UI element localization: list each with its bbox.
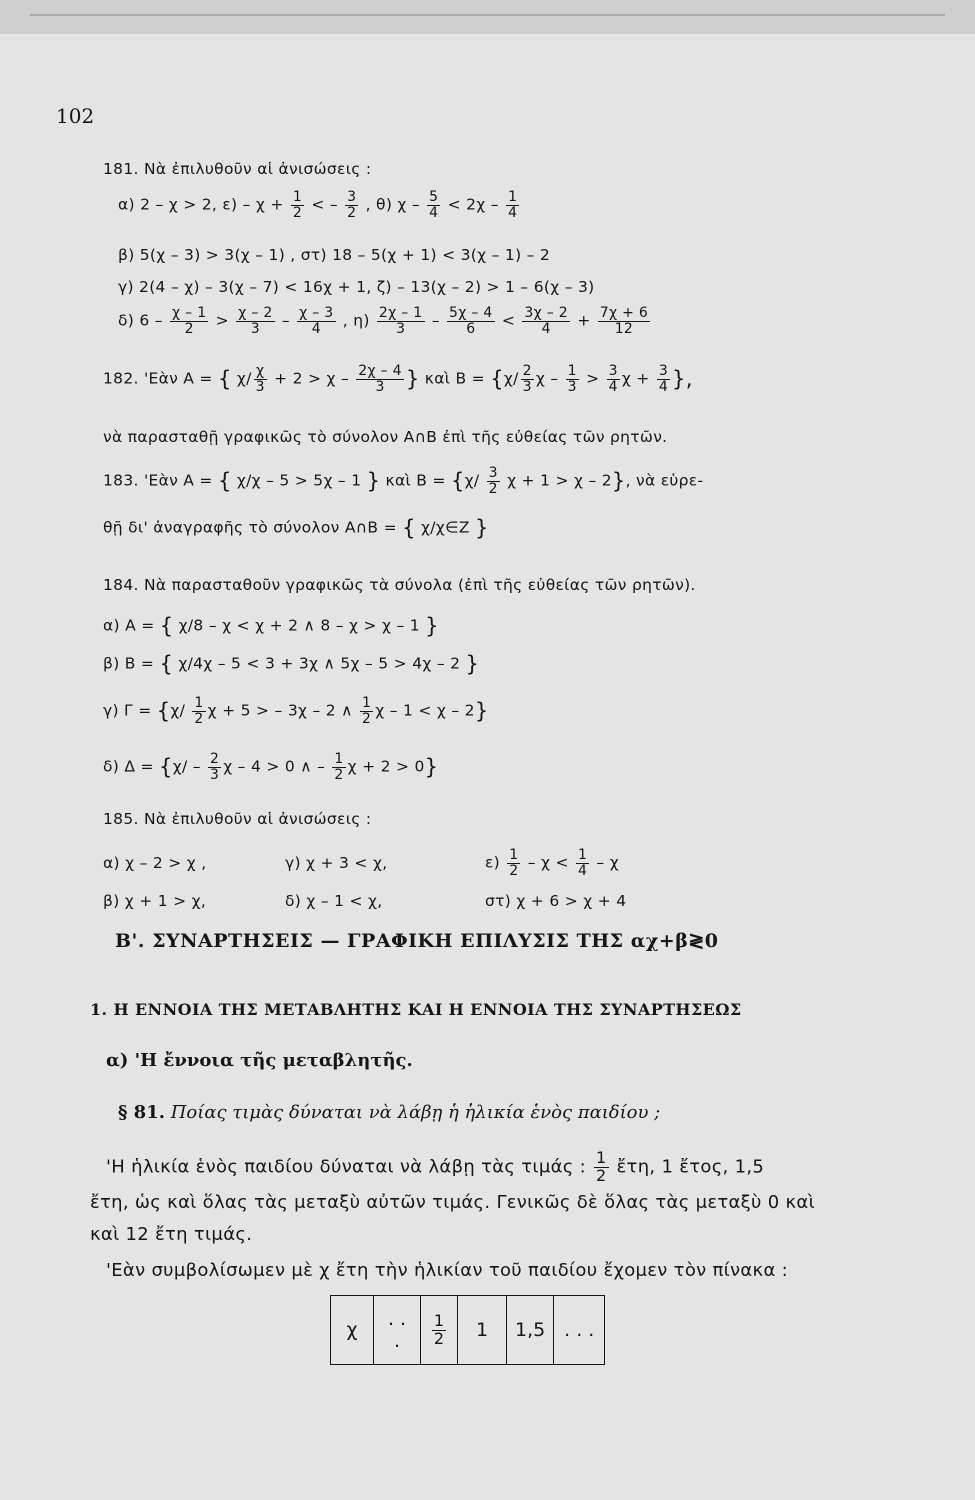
num: χ – 1	[172, 305, 207, 321]
num: 5	[429, 189, 439, 205]
num: χ – 2	[238, 305, 273, 321]
text: ἔτη, 1 ἔτος, 1,5	[610, 1156, 765, 1178]
brace: }	[474, 516, 489, 540]
text: β) B =	[103, 654, 160, 673]
den: 4	[429, 204, 439, 221]
num: 7χ + 6	[599, 305, 649, 321]
ex184-a	[103, 614, 439, 638]
fraction	[377, 306, 425, 336]
table-row	[331, 1296, 605, 1365]
paragraph-81-heading	[118, 1102, 660, 1123]
text: δ) Δ =	[103, 757, 160, 776]
den: 2	[433, 1328, 445, 1348]
text: χ/ –	[172, 757, 206, 776]
den: 2	[488, 480, 498, 497]
text: χ – 4 > 0 ∧ –	[223, 757, 331, 776]
scan-top-strip	[0, 0, 975, 34]
fraction	[170, 306, 208, 336]
set: χ/χ∈Z	[421, 518, 470, 537]
num: 2	[209, 751, 220, 767]
den: 4	[541, 320, 551, 337]
den: 2	[334, 766, 344, 783]
table-cell: 1,5	[507, 1296, 554, 1365]
fraction	[208, 752, 221, 782]
num: 1	[433, 1310, 445, 1330]
den: 2	[347, 204, 357, 221]
fraction	[432, 1310, 446, 1348]
fraction	[360, 696, 373, 726]
num: 3	[608, 363, 618, 379]
text: >	[210, 311, 235, 330]
num: 1	[509, 847, 519, 863]
fraction	[297, 306, 335, 336]
text: χ + 2 > 0	[347, 757, 425, 776]
text: χ + 1 > χ – 2	[501, 471, 612, 490]
num: 3χ – 2	[524, 305, 568, 321]
text: <	[496, 311, 521, 330]
den: 12	[614, 320, 634, 337]
text: γ) Γ =	[103, 701, 157, 720]
page-number: 102	[56, 104, 95, 128]
den: 3	[255, 378, 265, 395]
table-cell	[421, 1296, 458, 1365]
subsection-heading: α) 'Η ἔννοια τῆς μεταβλητῆς.	[106, 1050, 413, 1071]
text: – χ <	[522, 853, 574, 872]
ex181-title: 181. Νὰ ἐπιλυθοῦν αἱ ἀνισώσεις :	[103, 160, 372, 178]
age-table	[330, 1295, 605, 1365]
item-st: στ) χ + 6 > χ + 4	[485, 892, 627, 910]
brace: }	[424, 755, 439, 780]
fraction	[506, 190, 519, 220]
body-line-3: καὶ 12 ἔτη τιμάς.	[90, 1224, 253, 1245]
text: +	[572, 311, 596, 330]
ex182-line2: νὰ παρασταθῇ γραφικῶς τὸ σύνολον A∩B ἐπὶ τῆς εὐθείας τῶν ρητῶν.	[103, 428, 668, 446]
ex185-row1	[103, 848, 619, 878]
brace: }	[366, 469, 381, 494]
brace: {	[159, 614, 174, 638]
text: καὶ B =	[380, 471, 451, 490]
text: καὶ B =	[419, 369, 491, 388]
fraction	[576, 848, 589, 878]
brace: {	[490, 367, 504, 392]
text: , νὰ εὑρε-	[625, 471, 704, 490]
den: 3	[250, 320, 260, 337]
ex184-title: 184. Νὰ παρασταθοῦν γραφικῶς τὰ σύνολα (ἐπὶ τῆς εὐθείας τῶν ρητῶν).	[103, 576, 696, 594]
num: 3	[488, 465, 498, 481]
fraction	[598, 306, 650, 336]
table-cell: χ	[331, 1296, 374, 1365]
setA: χ/χ – 5 > 5χ – 1	[236, 471, 362, 490]
ex184-c	[103, 696, 488, 726]
body-line-4: 'Εὰν συμβολίσωμεν μὲ χ ἔτη τὴν ἡλικίαν τοῦ παιδίου ἔχομεν τὸν πίνακα :	[106, 1260, 789, 1281]
num: 1	[334, 751, 344, 767]
den: 4	[608, 378, 618, 395]
text: χ – 1 < χ – 2	[375, 701, 475, 720]
den: 6	[466, 320, 476, 337]
fraction	[594, 1150, 608, 1185]
num: χ – 3	[299, 305, 334, 321]
fraction	[356, 364, 404, 394]
text: – χ	[591, 853, 619, 872]
text: δ) 6 –	[118, 311, 169, 330]
ex185-title: 185. Νὰ ἐπιλυθοῦν αἱ ἀνισώσεις :	[103, 810, 372, 828]
brace: {	[159, 652, 174, 676]
num: 1	[508, 189, 518, 205]
num: 1	[292, 189, 303, 205]
num: 1	[577, 847, 588, 863]
text: α) A =	[103, 616, 160, 635]
brace: }	[465, 652, 480, 676]
set: χ/8 – χ < χ + 2 ∧ 8 – χ > χ – 1	[178, 616, 420, 635]
text: χ/	[236, 369, 252, 388]
ex182-line1	[103, 364, 693, 394]
text: 'Η ἡλικία ἑνὸς παιδίου δύναται νὰ λάβῃ τὰς τιμάς :	[106, 1156, 593, 1178]
den: 4	[658, 378, 669, 395]
num: 1	[194, 695, 204, 711]
text: χ/	[464, 471, 485, 490]
fraction	[236, 306, 274, 336]
body-line-2: ἔτη, ὡς καὶ ὅλας τὰς μεταξὺ αὐτῶν τιμάς. Γενικῶς δὲ ὅλας τὰς μεταξὺ 0 καὶ	[90, 1192, 815, 1213]
num: 3	[347, 189, 357, 205]
fraction	[345, 190, 358, 220]
den: 2	[596, 1165, 607, 1185]
brace: }	[405, 367, 420, 392]
section-heading: 1. Η ΕΝΝΟΙΑ ΤΗΣ ΜΕΤΑΒΛΗΤΗΣ ΚΑΙ Η ΕΝΝΟΙΑ ΤΗΣ ΣΥΝΑΡΤΗΣΕΩΣ	[90, 1000, 742, 1019]
den: 2	[194, 710, 204, 727]
text: 182. 'Εὰν A =	[103, 369, 218, 388]
brace: }	[425, 614, 439, 638]
ex181-row-c: γ) 2(4 – χ) – 3(χ – 7) < 16χ + 1, ζ) – 13(χ – 2) > 1 – 6(χ – 3)	[118, 278, 595, 296]
brace: }	[474, 699, 489, 724]
num: 2χ – 1	[378, 305, 423, 321]
text: 183. 'Εὰν A =	[103, 471, 218, 490]
scan-top-line	[30, 14, 945, 16]
ex181-row-b: β) 5(χ – 3) > 3(χ – 1) , στ) 18 – 5(χ + 1) < 3(χ – 1) – 2	[118, 246, 551, 264]
item-c: γ) χ + 3 < χ,	[285, 853, 388, 872]
ex183-line2	[103, 516, 489, 540]
item-b: β) χ + 1 > χ,	[103, 892, 207, 910]
text: χ +	[621, 369, 655, 388]
fraction	[332, 752, 345, 782]
text: + 2 > χ –	[268, 369, 355, 388]
text: >	[580, 369, 605, 388]
den: 3	[567, 378, 577, 395]
fraction	[291, 190, 304, 220]
fraction	[566, 364, 579, 394]
text: < 2χ –	[442, 195, 505, 214]
fraction	[657, 364, 670, 394]
fraction	[447, 306, 495, 336]
text: α) 2 – χ > 2, ε) – χ +	[118, 195, 289, 214]
num: 1	[567, 363, 577, 379]
brace: {	[156, 699, 171, 724]
text: –	[276, 311, 296, 330]
text: χ/	[170, 701, 191, 720]
table-cell: . . .	[554, 1296, 605, 1365]
fraction	[254, 364, 267, 394]
text: χ/	[503, 369, 519, 388]
brace: {	[402, 516, 416, 540]
brace: {	[217, 469, 232, 494]
num: 2χ – 4	[358, 363, 402, 379]
ex181-row-d	[118, 306, 652, 336]
fraction	[507, 848, 520, 878]
den: 4	[577, 862, 588, 879]
num: 5χ – 4	[449, 305, 493, 321]
den: 3	[209, 766, 220, 783]
den: 2	[362, 710, 372, 727]
chapter-heading: Β'. ΣΥΝΑΡΤΗΣΕΙΣ — ΓΡΑΦΙΚΗ ΕΠΙΛΥΣΙΣ ΤΗΣ αχ+β≷0	[115, 930, 719, 952]
fraction	[607, 364, 620, 394]
den: 2	[184, 320, 194, 337]
text: χ –	[535, 369, 564, 388]
ex184-d	[103, 752, 438, 782]
brace: {	[450, 469, 465, 494]
fraction	[487, 466, 500, 496]
section-title: Ποίας τιμὰς δύναται νὰ λάβῃ ἡ ἡλικία ἑνὸς παιδίου ;	[165, 1102, 661, 1123]
section-number: § 81.	[118, 1102, 165, 1123]
ex181-row-a	[118, 190, 521, 220]
brace: },	[672, 367, 693, 392]
item-d: δ) χ – 1 < χ,	[285, 892, 383, 910]
text: , θ) χ –	[360, 195, 426, 214]
text: θῇ δι' ἀναγραφῆς τὸ σύνολον A∩B =	[103, 518, 403, 537]
num: 1	[362, 695, 372, 711]
den: 2	[509, 862, 519, 879]
fraction	[521, 364, 534, 394]
num: 3	[658, 363, 669, 379]
text: ε)	[485, 853, 506, 872]
body-line-1	[106, 1150, 764, 1185]
den: 3	[396, 320, 406, 337]
den: 3	[375, 378, 385, 395]
set: χ/4χ – 5 < 3 + 3χ ∧ 5χ – 5 > 4χ – 2	[178, 654, 461, 673]
text: < –	[306, 195, 344, 214]
ex185-row2	[103, 892, 626, 910]
brace: {	[217, 367, 232, 392]
text: , η)	[337, 311, 375, 330]
num: 2	[522, 363, 532, 379]
text: χ + 5 > – 3χ – 2 ∧	[207, 701, 358, 720]
table-cell: . . .	[374, 1296, 421, 1365]
num: χ	[254, 364, 267, 380]
ex184-b	[103, 652, 479, 676]
brace: {	[159, 755, 173, 780]
ex183-line1	[103, 466, 703, 496]
fraction	[427, 190, 440, 220]
den: 3	[522, 378, 532, 395]
den: 2	[292, 204, 303, 221]
item-a: α) χ – 2 > χ ,	[103, 853, 207, 872]
den: 4	[508, 204, 518, 221]
text: –	[426, 311, 446, 330]
fraction	[522, 306, 570, 336]
den: 4	[311, 320, 321, 337]
brace: }	[611, 469, 626, 494]
num: 1	[596, 1148, 607, 1167]
table-cell: 1	[458, 1296, 507, 1365]
fraction	[192, 696, 205, 726]
